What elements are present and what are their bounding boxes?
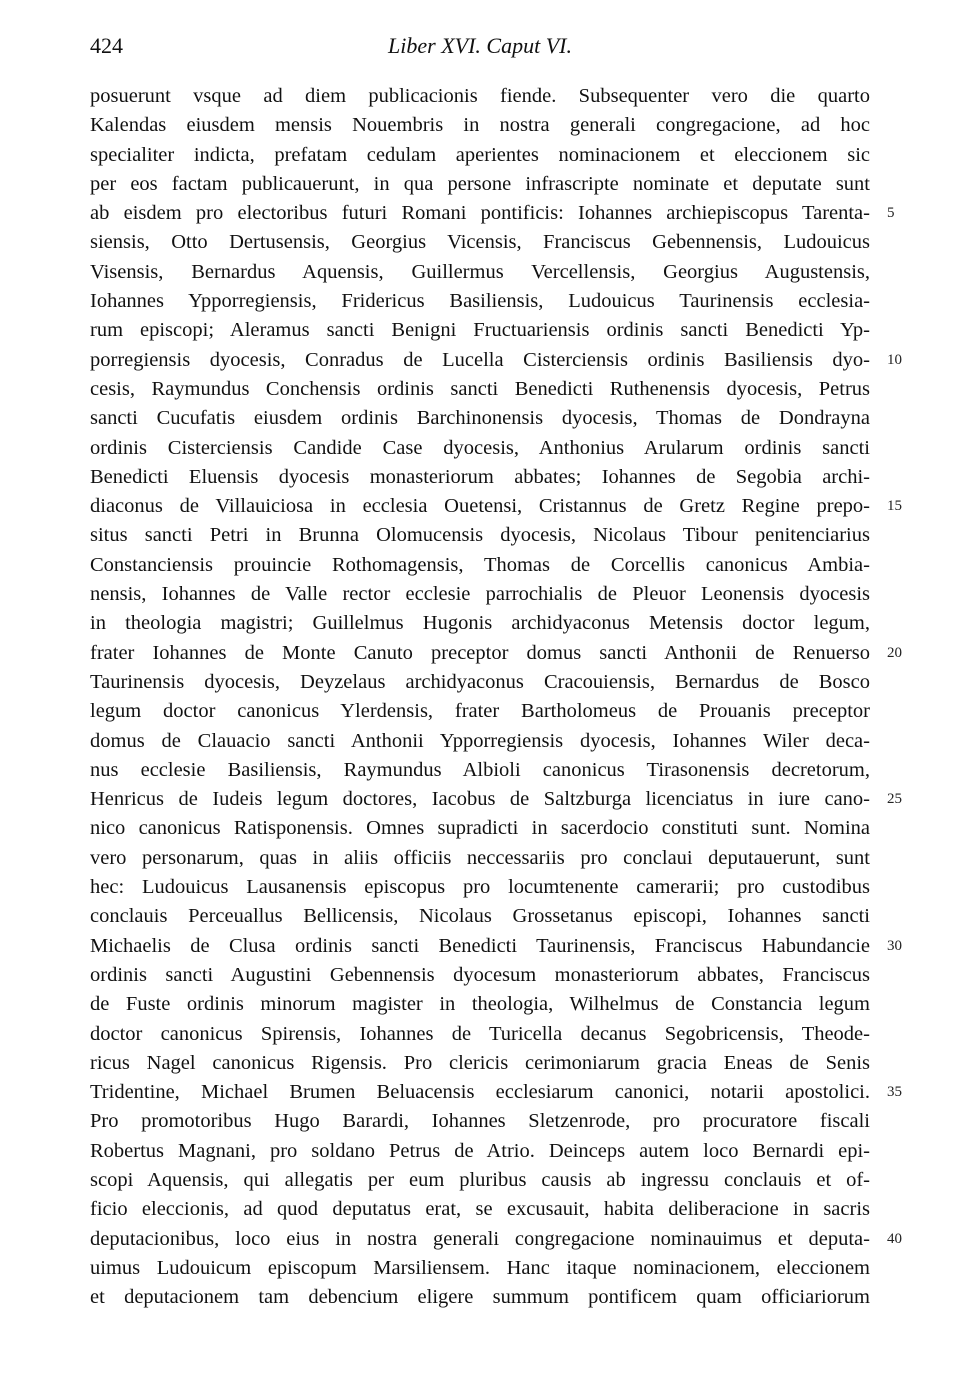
line-number: 10 [887,351,902,368]
line-text: hec: Ludouicus Lausanensis episcopus pro locumtenente camerarii; pro custodibus [90,876,870,899]
text-line [90,609,870,638]
text-line [90,492,902,521]
text-line [90,961,870,990]
line-text: rum episcopi; Aleramus sancti Benigni Fructuariensis ordinis sancti Benedicti Yp- [90,319,870,342]
line-text: Constanciensis prouincie Rothomagensis, Thomas de Corcellis canonicus Ambia- [90,553,870,576]
text-line [90,199,895,228]
text-line [90,1049,870,1078]
text-line [90,82,870,111]
line-text: Henricus de Iudeis legum doctores, Iacobus de Saltzburga licenciatus in iure cano- [90,788,870,811]
text-line [90,580,870,609]
line-text: specialiter indicta, prefatam cedulam aperientes nominacionem et eleccionem sic [90,143,870,166]
text-line [90,434,870,463]
line-text: siensis, Otto Dertusensis, Georgius Vicensis, Franciscus Gebennensis, Ludouicus [90,231,870,254]
page-number: 424 [90,33,123,58]
line-number: 20 [887,644,902,661]
text-line [90,1137,870,1166]
text-line [90,346,902,375]
line-text: sancti Cucufatis eiusdem ordinis Barchinonensis dyocesis, Thomas de Dondrayna [90,407,870,430]
line-text: ficio eleccionis, ad quod deputatus erat, se excusauit, habita deliberacione in sacris [90,1198,870,1221]
text-line [90,521,870,550]
line-text: legum doctor canonicus Ylerdensis, frater Bartholomeus de Prouanis preceptor [90,700,870,723]
text-line [90,990,870,1019]
text-line [90,1020,870,1049]
text-line [90,404,870,433]
line-text: frater Iohannes de Monte Canuto preceptor domus sancti Anthonii de Renuerso [90,641,870,664]
text-line [90,727,870,756]
line-text: porregiensis dyocesis, Conradus de Lucella Cisterciensis ordinis Basiliensis dyo- [90,348,870,371]
text-line [90,228,870,257]
line-text: posuerunt vsque ad diem publicacionis fiende. Subsequenter vero die quarto [90,85,870,107]
line-text: ab eisdem pro electoribus futuri Romani pontificis: Iohannes archiepiscopus Tarenta- [90,202,870,225]
line-text: ordinis sancti Augustini Gebennensis dyocesum monasteriorum abbates, Franciscus [90,963,870,986]
text-line [90,639,902,668]
line-text: uimus Ludouicum episcopum Marsiliensem. Hanc itaque nominacionem, eleccionem [90,1256,870,1279]
line-text: domus de Clauacio sancti Anthonii Ypporregiensis dyocesis, Iohannes Wiler deca- [90,729,870,752]
line-number: 30 [887,937,902,954]
text-line [90,1195,870,1224]
line-text: in theologia magistri; Guillelmus Hugonis archidyaconus Metensis doctor legum, [90,612,870,635]
page-header [90,33,870,63]
line-text: situs sancti Petri in Brunna Olomucensis dyocesis, Nicolaus Tibour penitenciarius [90,524,870,547]
body-text [90,82,902,1312]
line-text: et deputacionem tam debencium eligere summum pontificem quam officiariorum [90,1286,870,1309]
line-number: 40 [887,1230,902,1247]
text-line [90,785,902,814]
line-text: Iohannes Ypporregiensis, Fridericus Basiliensis, Ludouicus Taurinensis ecclesia- [90,290,870,313]
line-number: 15 [887,498,902,515]
text-line [90,316,870,345]
text-line [90,1254,870,1283]
text-line [90,463,870,492]
text-line [90,873,870,902]
line-text: vero personarum, quas in aliis officiis neccessariis pro conclaui deputauerunt, sunt [90,846,870,869]
text-line [90,111,870,140]
line-number: 35 [887,1084,902,1101]
line-text: Robertus Magnani, pro soldano Petrus de Atrio. Deinceps autem loco Bernardi epi- [90,1139,870,1162]
line-number: 25 [887,791,902,808]
text-line [90,375,870,404]
line-text: cesis, Raymundus Conchensis ordinis sancti Benedicti Ruthenensis dyocesis, Petrus [90,377,870,400]
line-text: Taurinensis dyocesis, Deyzelaus archidyaconus Cracouiensis, Bernardus de Bosco [90,670,870,693]
text-line [90,932,902,961]
line-text: scopi Aquensis, qui allegatis per eum pluribus causis ab ingressu conclauis et of- [90,1168,870,1191]
text-line [90,844,870,873]
text-line [90,1283,870,1312]
text-line [90,1107,870,1136]
text-line [90,1225,902,1254]
text-line [90,1078,902,1107]
line-text: ordinis Cisterciensis Candide Case dyocesis, Anthonius Arularum ordinis sancti [90,436,870,459]
running-head: Liber XVI. Caput VI. [388,33,572,58]
line-text: Visensis, Bernardus Aquensis, Guillermus Vercellensis, Georgius Augustensis, [90,260,870,283]
line-text: de Fuste ordinis minorum magister in theologia, Wilhelmus de Constancia legum [90,993,870,1016]
line-text: per eos factam publicauerunt, in qua persone infrascripte nominate et deputate sunt [90,172,870,195]
line-text: Michaelis de Clusa ordinis sancti Benedicti Taurinensis, Franciscus Habundancie [90,934,870,957]
line-text: ricus Nagel canonicus Rigensis. Pro clericis cerimoniarum gracia Eneas de Senis [90,1051,870,1074]
text-line [90,902,870,931]
line-text: doctor canonicus Spirensis, Iohannes de Turicella decanus Segobricensis, Theode- [90,1022,870,1045]
line-text: Benedicti Eluensis dyocesis monasteriorum abbates; Iohannes de Segobia archi- [90,465,870,488]
line-number: 5 [887,205,895,222]
text-line [90,756,870,785]
line-text: Pro promotoribus Hugo Barardi, Iohannes Sletzenrode, pro procuratore fiscali [90,1110,870,1133]
line-text: nico canonicus Ratisponensis. Omnes supradicti in sacerdocio constituti sunt. Nomina [90,817,870,840]
text-line [90,141,870,170]
text-line [90,1166,870,1195]
line-text: Tridentine, Michael Brumen Beluacensis ecclesiarum canonici, notarii apostolici. [90,1081,870,1104]
line-text: deputacionibus, loco eius in nostra generali congregacione nominauimus et deputa- [90,1227,870,1250]
text-line [90,697,870,726]
line-text: diaconus de Villauiciosa in ecclesia Ouetensi, Cristannus de Gretz Regine prepo- [90,495,870,518]
text-line [90,287,870,316]
text-line [90,668,870,697]
text-line [90,170,870,199]
text-line [90,814,870,843]
line-text: conclauis Perceuallus Bellicensis, Nicolaus Grossetanus episcopi, Iohannes sancti [90,905,870,928]
line-text: nus ecclesie Basiliensis, Raymundus Albioli canonicus Tirasonensis decretorum, [90,758,870,781]
text-line [90,258,870,287]
line-text: Kalendas eiusdem mensis Nouembris in nostra generali congregacione, ad hoc [90,114,870,137]
line-text: nensis, Iohannes de Valle rector ecclesie parrochialis de Pleuor Leonensis dyocesis [90,583,870,606]
text-line [90,551,870,580]
